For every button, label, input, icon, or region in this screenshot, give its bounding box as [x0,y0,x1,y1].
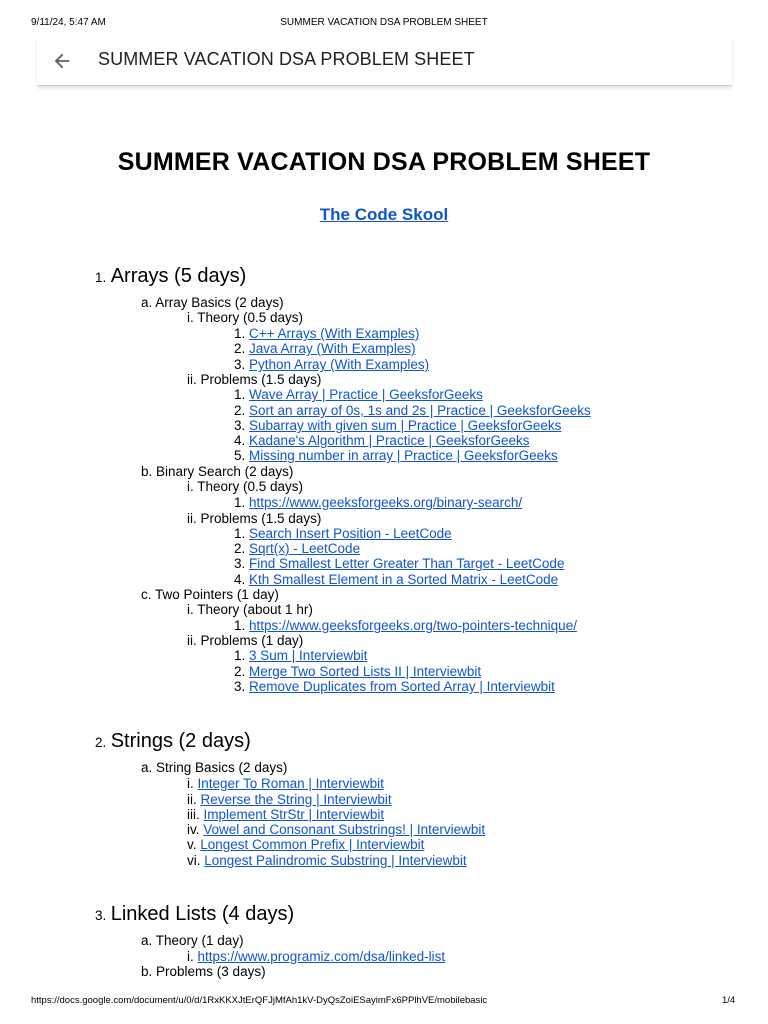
list-marker: 5. [234,448,246,463]
list-item [234,618,577,634]
list-marker: ii. [187,792,197,807]
list-marker: i. [187,602,194,617]
list-item-link[interactable]: C++ Arrays (With Examples) [249,326,420,341]
list-marker: b. [141,464,153,479]
list-item [234,556,564,572]
list-item [234,448,558,464]
list-marker: c. [141,587,152,602]
print-header [0,17,768,29]
list-item [187,949,445,965]
list-item [234,541,360,557]
list-marker: 4. [234,433,246,448]
list-item [141,933,244,949]
list-item-text: Two Pointers (1 day) [155,587,279,602]
list-marker: i. [187,776,194,791]
list-item-text: Theory (0.5 days) [197,310,304,325]
list-marker: 1. [234,526,246,541]
list-marker: a. [141,295,153,310]
list-item [187,837,424,853]
list-item-link[interactable]: Vowel and Consonant Substrings! | Interviewbit [203,822,486,837]
list-item [141,295,284,311]
list-item [141,964,266,980]
list-item-text: Problems (1 day) [200,633,304,648]
page-number: 1/4 [722,995,736,1006]
list-item-text: Problems (3 days) [156,964,266,979]
section-heading-strings [95,730,251,753]
list-marker: 3. [234,679,246,694]
list-marker: v. [187,837,197,852]
list-item-text: Theory (about 1 hr) [197,602,313,617]
list-item [234,664,481,680]
section-heading-arrays [95,265,246,288]
list-marker: 1. [234,618,246,633]
list-item-text: Problems (1.5 days) [200,372,322,387]
section-title: Arrays (5 days) [110,265,247,287]
list-item-text: Binary Search (2 days) [156,464,294,479]
list-item-link[interactable]: Kth Smallest Element in a Sorted Matrix - LeetCode [249,572,559,587]
list-marker: 1. [234,387,246,402]
list-item-link[interactable]: https://www.geeksforgeeks.org/two-pointers-technique/ [249,618,577,633]
list-item [234,357,429,373]
list-marker: iii. [187,807,200,822]
list-marker: a. [141,933,153,948]
list-marker: 2. [234,664,246,679]
list-item [187,807,384,823]
list-item-link[interactable]: Wave Array | Practice | GeeksforGeeks [249,387,483,402]
list-item [234,572,558,588]
list-marker: 4. [234,572,246,587]
print-title: SUMMER VACATION DSA PROBLEM SHEET [280,17,488,28]
back-button[interactable] [51,50,73,72]
list-marker: 3. [234,418,246,433]
list-item [187,776,384,792]
list-item [187,310,303,326]
list-item [141,587,279,603]
list-marker: 2. [234,403,246,418]
list-item-link[interactable]: https://www.geeksforgeeks.org/binary-search/ [249,495,523,510]
list-marker: 2. [234,541,246,556]
list-item [141,760,287,776]
list-marker: ii. [187,633,197,648]
list-item-link[interactable]: Java Array (With Examples) [249,341,416,356]
list-item-link[interactable]: Python Array (With Examples) [249,357,430,372]
list-item [234,495,522,511]
list-marker: iv. [187,822,200,837]
list-item-link[interactable]: Merge Two Sorted Lists II | Interviewbit [249,664,482,679]
list-item [234,341,416,357]
section-number: 1. [95,270,107,285]
list-marker: 2. [234,341,246,356]
list-item-link[interactable]: Missing number in array | Practice | GeeksforGeeks [249,448,558,463]
list-item-link[interactable]: Longest Common Prefix | Interviewbit [200,837,425,852]
list-item [187,511,321,527]
list-item-text: Problems (1.5 days) [200,511,322,526]
list-item [187,372,321,388]
list-marker: i. [187,949,194,964]
list-marker: i. [187,310,194,325]
list-item-link[interactable]: Longest Palindromic Substring | Interviewbit [204,853,467,868]
section-number: 3. [95,908,107,923]
list-item-link[interactable]: Integer To Roman | Interviewbit [197,776,384,791]
section-heading-linked-lists [95,903,294,926]
list-item [234,326,419,342]
list-item [187,853,467,869]
list-item [187,792,392,808]
list-item [187,479,303,495]
list-item-link[interactable]: Sqrt(x) - LeetCode [249,541,361,556]
list-marker: ii. [187,511,197,526]
page-title: SUMMER VACATION DSA PROBLEM SHEET [117,148,651,176]
list-item-link[interactable]: https://www.programiz.com/dsa/linked-list [197,949,446,964]
list-item-link[interactable]: Find Smallest Letter Greater Than Target - LeetCode [249,556,565,571]
document-title-bar: SUMMER VACATION DSA PROBLEM SHEET [98,49,475,69]
list-item [141,464,293,480]
list-marker: 3. [234,357,246,372]
list-item-link[interactable]: Search Insert Position - LeetCode [249,526,452,541]
list-marker: ii. [187,372,197,387]
section-title: Linked Lists (4 days) [110,903,295,925]
subtitle [0,205,768,225]
list-item-link[interactable]: Reverse the String | Interviewbit [200,792,392,807]
list-marker: 3. [234,556,246,571]
print-datetime: 9/11/24, 5:47 AM [31,17,106,28]
list-marker: vi. [187,853,201,868]
list-item-link[interactable]: Subarray with given sum | Practice | GeeksforGeeks [249,418,562,433]
list-item [234,648,367,664]
list-item [187,602,313,618]
section-number: 2. [95,735,107,750]
list-item-text: Theory (0.5 days) [197,479,304,494]
the-code-skool-link[interactable]: The Code Skool [319,205,449,224]
list-marker: i. [187,479,194,494]
list-item-text: String Basics (2 days) [156,760,288,775]
list-marker: 1. [234,326,246,341]
list-item [234,403,591,419]
list-item [187,633,303,649]
list-marker: a. [141,760,153,775]
list-item [234,387,483,403]
list-marker: b. [141,964,153,979]
list-item [234,526,452,542]
print-footer-url: https://docs.google.com/document/u/0/d/1RxKKXJtErQFJjMfAh1kV-DyQsZoiESayimFx6PPlhVE/mobilebasic [31,995,488,1006]
list-item-text: Array Basics (2 days) [155,295,284,310]
arrow-back-icon [51,50,73,72]
list-item-link[interactable]: 3 Sum | Interviewbit [249,648,368,663]
list-item-link[interactable]: Remove Duplicates from Sorted Array | Interviewbit [249,679,555,694]
top-app-bar [37,37,732,86]
list-marker: 1. [234,648,246,663]
list-item-text: Theory (1 day) [155,933,244,948]
list-item [234,433,530,449]
list-marker: 1. [234,495,246,510]
list-item [234,418,561,434]
list-item [187,822,485,838]
list-item-link[interactable]: Sort an array of 0s, 1s and 2s | Practice | GeeksforGeeks [249,403,591,418]
list-item-link[interactable]: Kadane's Algorithm | Practice | GeeksforGeeks [249,433,530,448]
list-item-link[interactable]: Implement StrStr | Interviewbit [203,807,385,822]
section-title: Strings (2 days) [110,730,251,752]
list-item [234,679,555,695]
